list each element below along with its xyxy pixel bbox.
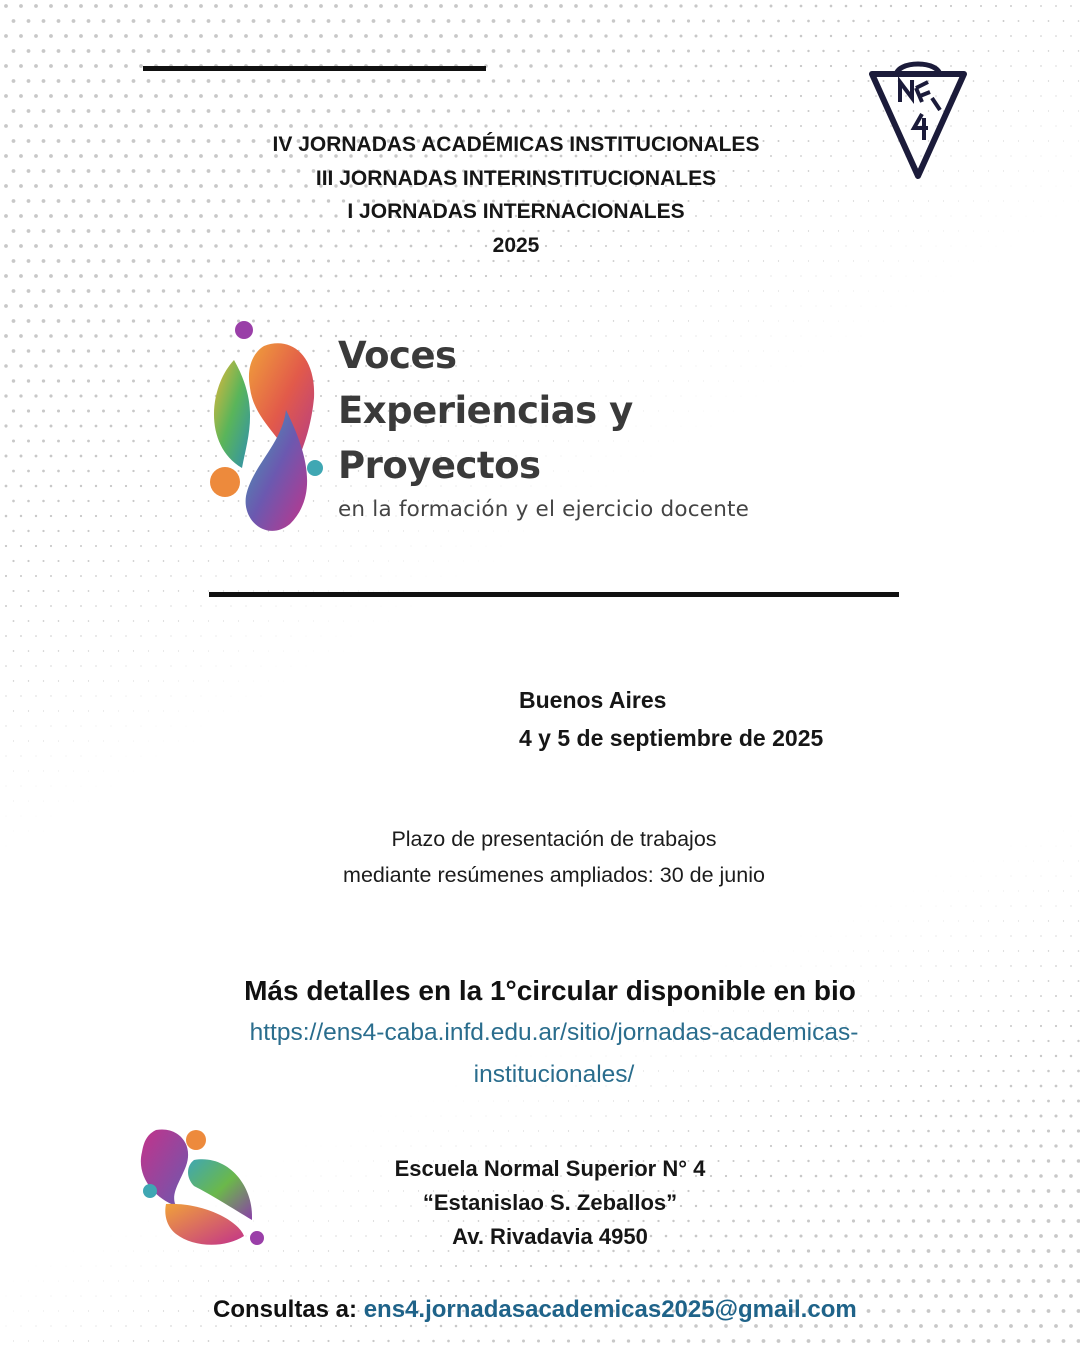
deadline-line-1: Plazo de presentación de trabajos — [391, 827, 717, 851]
heading-line-1: IV JORNADAS ACADÉMICAS INSTITUCIONALES — [272, 133, 760, 156]
details-heading: Más detalles en la 1°circular disponible en bio — [244, 975, 856, 1006]
heading-line-3: I JORNADAS INTERNACIONALES — [347, 200, 685, 223]
logo-title-voces: Voces — [338, 334, 457, 377]
school-subname: “Estanislao S. Zeballos” — [422, 1190, 678, 1215]
school-name: Escuela Normal Superior N° 4 — [394, 1156, 706, 1181]
heading-line-2: III JORNADAS INTERINSTITUCIONALES — [315, 166, 717, 190]
details-heading-wrap — [150, 975, 950, 1007]
logo-subtitle: en la formación y el ejercicio docente — [338, 497, 750, 522]
school-address: Av. Rivadavia 4950 — [452, 1224, 648, 1249]
details-link-line-1[interactable]: https://ens4-caba.infd.edu.ar/sitio/jornadas-academicas- — [249, 1019, 859, 1046]
colored-drops-logo-icon — [204, 318, 330, 536]
logo-title-experiencias: Experiencias y — [338, 389, 633, 432]
details-link-line-2[interactable]: institucionales/ — [473, 1061, 635, 1088]
event-info — [519, 681, 823, 757]
details-link[interactable] — [154, 1012, 954, 1096]
event-dates: 4 y 5 de septiembre de 2025 — [519, 725, 824, 751]
ens4-emblem-icon — [866, 52, 970, 180]
event-city: Buenos Aires — [519, 687, 667, 713]
small-drops-logo-icon — [136, 1124, 268, 1252]
top-divider-line — [143, 66, 486, 71]
deadline-info — [254, 821, 854, 893]
logo-wordmark — [338, 328, 749, 522]
school-info — [350, 1152, 750, 1254]
logo-title-proyectos: Proyectos — [338, 444, 541, 487]
contact-email[interactable]: ens4.jornadasacademicas2025@gmail.com — [363, 1296, 857, 1323]
middle-divider-line — [209, 592, 899, 597]
heading-year: 2025 — [492, 233, 540, 257]
event-heading — [216, 128, 816, 262]
deadline-line-2: mediante resúmenes ampliados: 30 de junio — [343, 863, 765, 887]
contact-line — [213, 1296, 857, 1324]
contact-label: Consultas a: — [213, 1296, 364, 1323]
